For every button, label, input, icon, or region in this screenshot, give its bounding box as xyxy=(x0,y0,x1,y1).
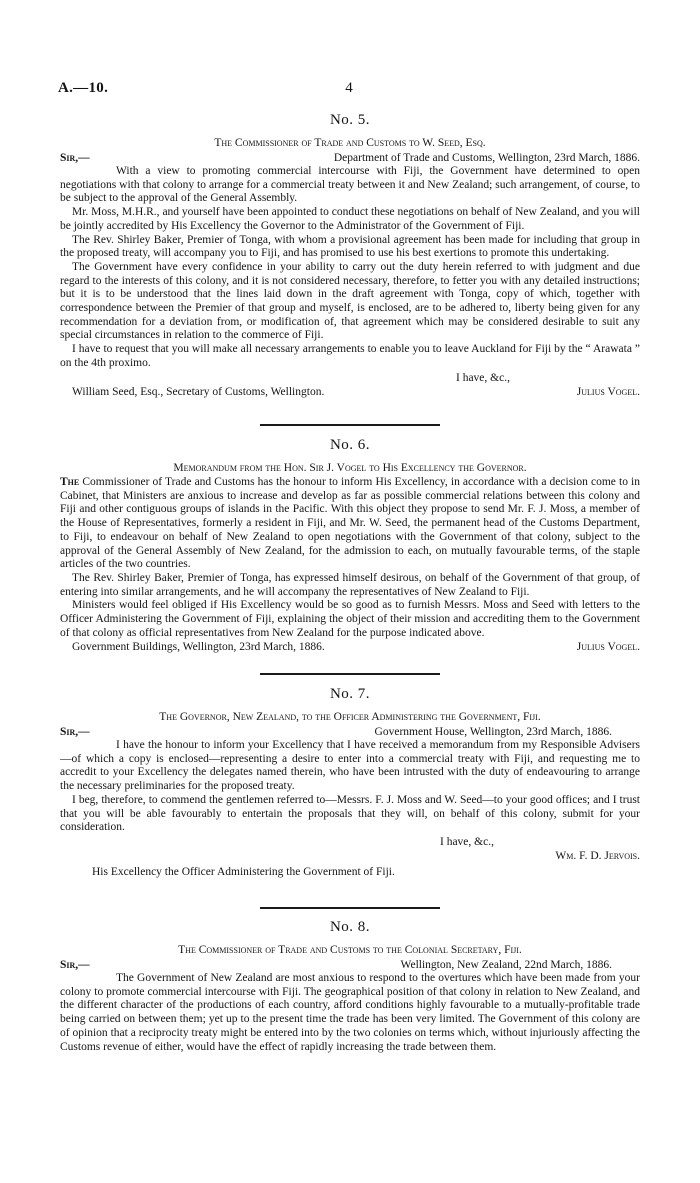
page-header xyxy=(58,80,640,100)
paragraph: With a view to promoting commercial intercourse with Fiji, the Government have determined to open negotiations with that colony to arrange for a commercial treaty between it and New Zealand; such arrangement, of course, to be subject to the approval of the General Assembly. xyxy=(60,165,640,205)
closing-line xyxy=(60,371,640,385)
letter-no-8 xyxy=(60,918,640,1054)
addressee-line xyxy=(60,865,640,879)
signature: Julius Vogel. xyxy=(576,385,640,398)
signature: Wm. F. D. Jervois. xyxy=(555,849,640,862)
paper-reference: A.—10. xyxy=(58,80,109,96)
salutation-line xyxy=(60,725,640,739)
document-title: The Governor, New Zealand, to the Officer Administering the Government, Fiji. xyxy=(159,711,541,723)
page-number: 4 xyxy=(345,80,353,96)
letter-no-5 xyxy=(60,111,640,399)
memorandum-no-6 xyxy=(60,436,640,654)
paragraph: The Rev. Shirley Baker, Premier of Tonga, with whom a provisional agreement has been made for including that group in the proposed treaty, will accompany you to Fiji, and has promised to use his best exertions to promote this undertaking. xyxy=(60,233,640,260)
document-number: No. 8. xyxy=(329,919,371,935)
section-divider xyxy=(260,424,440,426)
place-date: Government Buildings, Wellington, 23rd March, 1886. xyxy=(72,641,325,654)
section-divider xyxy=(260,673,440,675)
paragraph: I beg, therefore, to commend the gentlemen referred to—Messrs. F. J. Moss and W. Seed—to your good offices; and I trust that you will be able favourably to entertain the proposals that they will, on behalf of this colony, submit for your consideration. xyxy=(60,793,640,834)
paragraph: The Government have every confidence in your ability to carry out the duty herein referred to with judgment and due regard to the interests of this colony, and it is not considered necessary, therefore, to fetter you with any detailed instructions; but it is to be understood that the lines laid down in the draft agreement with Tonga, copy of which, together with correspondence between the Premier of that group and myself, is enclosed, are to be adhered to, liberty being given for any recommendation for a deviation from, or modification of, that agreement which may be considered desirable to suit any special circumstances in relation to the commerce of Fiji. xyxy=(60,260,640,342)
paragraph: The Government of New Zealand are most anxious to respond to the overtures which have been made from your colony to promote commercial intercourse with Fiji. The geographical position of that colony in relation to New Zealand, and the different character of the productions of each country, afford conditions highly favourable to a mutually-profitable trade being carried on between them; yet up to the present time the trade has been very limited. The Government of this colony are of opinion that a reciprocity treaty might be entered into by the two colonies on terms which, without injuriously affecting the Customs revenue of either, would have the effect of rapidly increasing the trade between them. xyxy=(60,972,640,1053)
document-number: No. 7. xyxy=(329,686,371,702)
dateline: Government House, Wellington, 23rd March, 1886. xyxy=(374,726,612,738)
paragraph: I have to request that you will make all necessary arrangements to enable you to leave Auckland for Fiji by the “ Arawata ” on the 4th proximo. xyxy=(60,343,640,369)
addressee-signature-line xyxy=(60,385,640,399)
document-number: No. 6. xyxy=(329,437,371,453)
signature-line xyxy=(60,849,640,863)
addressee: His Excellency the Officer Administering the Government of Fiji. xyxy=(92,865,395,878)
paragraph xyxy=(60,476,640,572)
paragraph: I have the honour to inform your Excellency that I have received a memorandum from my Responsible Advisers—of which a copy is enclosed—representing a desire to enter into a commercial treaty with Fiji, and requesting me to accredit to your Excellency the delegates named therein, who have been intrusted with the duty of endeavouring to arrange the necessary preliminaries for the proposed treaty. xyxy=(60,739,640,793)
document-number: No. 5. xyxy=(329,112,371,128)
salutation-line xyxy=(60,151,640,165)
salutation: Sir,— xyxy=(60,726,90,738)
closing-line xyxy=(60,835,640,849)
document-title: Memorandum from the Hon. Sir J. Vogel to His Excellency the Governor. xyxy=(173,462,527,474)
letter-no-7 xyxy=(60,685,640,879)
place-signature-line xyxy=(60,640,640,654)
closing: I have, &c., xyxy=(456,371,510,384)
signature: Julius Vogel. xyxy=(576,641,640,654)
salutation-line xyxy=(60,958,640,972)
salutation: Sir,— xyxy=(60,959,90,971)
closing: I have, &c., xyxy=(440,835,494,848)
paragraph: Ministers would feel obliged if His Excellency would be so good as to furnish Messrs. Moss and Seed with letters to the Officer Administering the Government of Fiji, explaining the object of their mission and accrediting them to the Government of that colony as official representatives from New Zealand for the purpose indicated above. xyxy=(60,599,640,639)
dateline: Wellington, New Zealand, 22nd March, 1886. xyxy=(400,959,612,971)
salutation: Sir,— xyxy=(60,152,90,164)
paragraph: The Rev. Shirley Baker, Premier of Tonga, has expressed himself desirous, on behalf of the Government of that group, of entering into similar arrangements, and he will accompany the representatives of New Zealand to Fiji. xyxy=(60,571,640,598)
addressee: William Seed, Esq., Secretary of Customs, Wellington. xyxy=(72,385,325,398)
paragraph: Mr. Moss, M.H.R., and yourself have been appointed to conduct these negotiations on behalf of New Zealand, and you will be jointly accredited by His Excellency the Governor to the Administrator of the Government of Fiji. xyxy=(60,206,640,232)
document-title: The Commissioner of Trade and Customs to W. Seed, Esq. xyxy=(214,137,486,149)
section-divider xyxy=(260,907,440,909)
dateline: Department of Trade and Customs, Wellington, 23rd March, 1886. xyxy=(333,152,640,164)
document-title: The Commissioner of Trade and Customs to the Colonial Secretary, Fiji. xyxy=(178,944,522,956)
paragraph-text: Commissioner of Trade and Customs has the honour to inform His Excellency, in accordance with a decision come to in Cabinet, that Ministers are anxious to increase and develop as far as possible commercial relations between this colony and Fiji and other contiguous groups of islands in the Pacific. With this object they propose to send Mr. F. J. Moss, a member of the House of Representatives, formerly a resident in Fiji, and Mr. W. Seed, the permanent head of the Customs Department, to Fiji, to endeavour on behalf of New Zealand to open negotiations with the Government of that colony, subject to the approval of the General Assembly of New Zealand, for the admission to each, on mutually favourable terms, of the staple articles of the two countries. xyxy=(60,476,641,571)
memo-lead-word: The xyxy=(60,476,80,488)
